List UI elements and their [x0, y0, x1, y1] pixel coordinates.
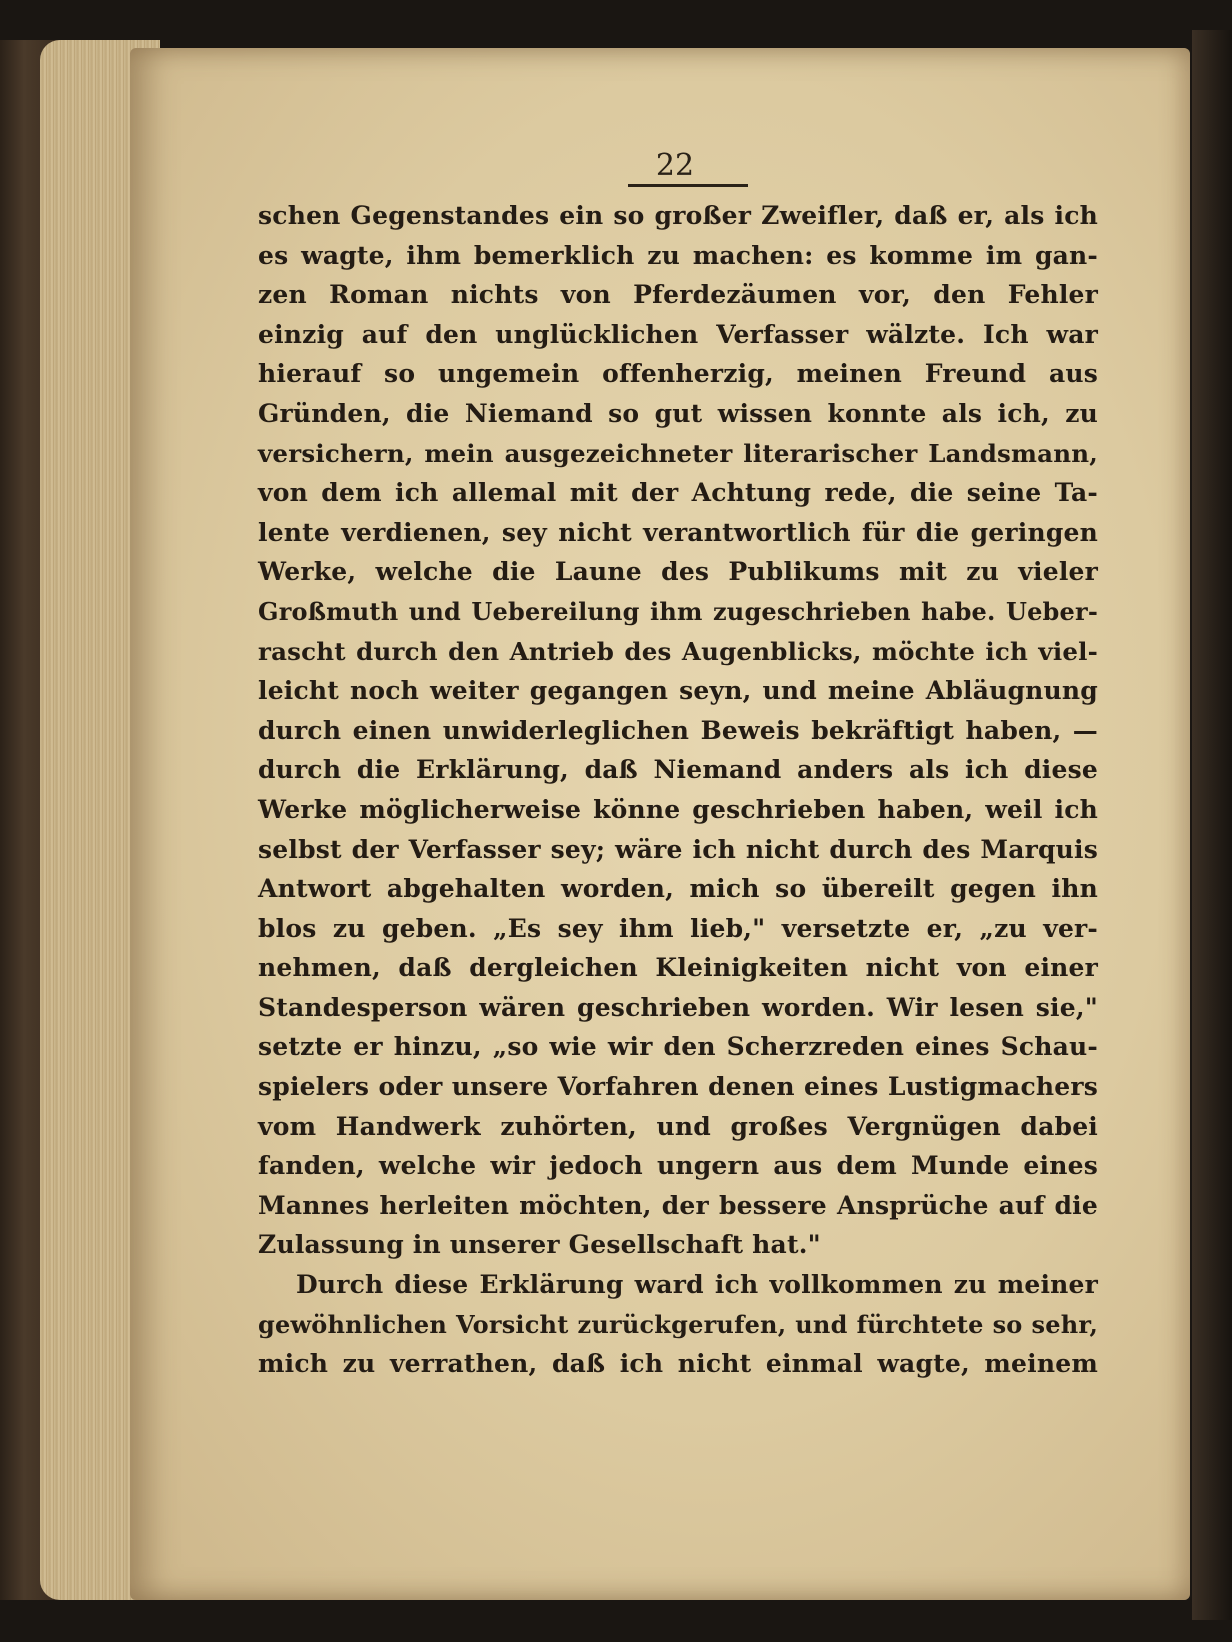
text-line: Standesperson wären geschrieben worden. Wir lesen sie,": [258, 992, 1098, 1022]
text-line: Zulassung in unserer Gesellschaft hat.": [258, 1230, 821, 1260]
text-line: fanden, welche wir jedoch ungern aus dem Munde eines: [258, 1151, 1098, 1181]
text-line: durch einen unwiderleglichen Beweis bekräftigt haben, —: [258, 715, 1098, 745]
page-number-rule: [628, 184, 748, 187]
text-line: einzig auf den unglücklichen Verfasser wälzte. Ich war: [258, 319, 1098, 349]
text-line: gewöhnlichen Vorsicht zurückgerufen, und fürchtete so sehr,: [258, 1309, 1098, 1339]
text-line: schen Gegenstandes ein so großer Zweifler, daß er, als ich: [258, 201, 1098, 230]
text-line: setzte er hinzu, „so wie wir den Scherzreden eines Schau-: [258, 1032, 1098, 1062]
text-line: Durch diese Erklärung ward ich vollkommen zu meiner: [296, 1270, 1098, 1300]
text-line: zen Roman nichts von Pferdezäumen vor, den Fehler: [258, 280, 1098, 310]
text-line: versichern, mein ausgezeichneter literarischer Landsmann,: [258, 438, 1098, 468]
text-line: es wagte, ihm bemerklich zu machen: es komme im gan-: [258, 240, 1098, 270]
text-line: hierauf so ungemein offenherzig, meinen Freund aus: [258, 359, 1098, 389]
text-line: blos zu geben. „Es sey ihm lieb," versetzte er, „zu ver-: [258, 913, 1098, 943]
text-line: vom Handwerk zuhörten, und großes Vergnügen dabei: [258, 1111, 1098, 1141]
text-line: Antwort abgehalten worden, mich so übereilt gegen ihn: [258, 874, 1098, 904]
text-line: von dem ich allemal mit der Achtung rede, die seine Ta-: [258, 478, 1098, 508]
text-line: nehmen, daß dergleichen Kleinigkeiten nicht von einer: [258, 953, 1098, 983]
text-line: rascht durch den Antrieb des Augenblicks, möchte ich viel-: [258, 636, 1098, 666]
page-number: 22: [655, 148, 695, 183]
gutter-shadow: [1192, 30, 1232, 1620]
text-line: lente verdienen, sey nicht verantwortlich für die geringen: [258, 517, 1098, 547]
text-line: Mannes herleiten möchten, der bessere Ansprüche auf die: [258, 1190, 1098, 1220]
text-line: Großmuth und Uebereilung ihm zugeschrieben habe. Ueber-: [258, 596, 1098, 626]
text-line: Gründen, die Niemand so gut wissen konnte als ich, zu: [258, 398, 1098, 428]
text-line: mich zu verrathen, daß ich nicht einmal wagte, meinem: [258, 1349, 1098, 1379]
body-text: [258, 196, 1098, 1384]
text-line: selbst der Verfasser sey; wäre ich nicht durch des Marquis: [258, 834, 1098, 864]
text-line: spielers oder unsere Vorfahren denen eines Lustigmachers: [258, 1072, 1098, 1102]
text-line: leicht noch weiter gegangen seyn, und meine Abläugnung: [258, 676, 1098, 706]
text-line: Werke, welche die Laune des Publikums mit zu vieler: [258, 557, 1098, 587]
text-line: durch die Erklärung, daß Niemand anders als ich diese: [258, 755, 1098, 785]
text-line: Werke möglicherweise könne geschrieben haben, weil ich: [258, 794, 1098, 824]
